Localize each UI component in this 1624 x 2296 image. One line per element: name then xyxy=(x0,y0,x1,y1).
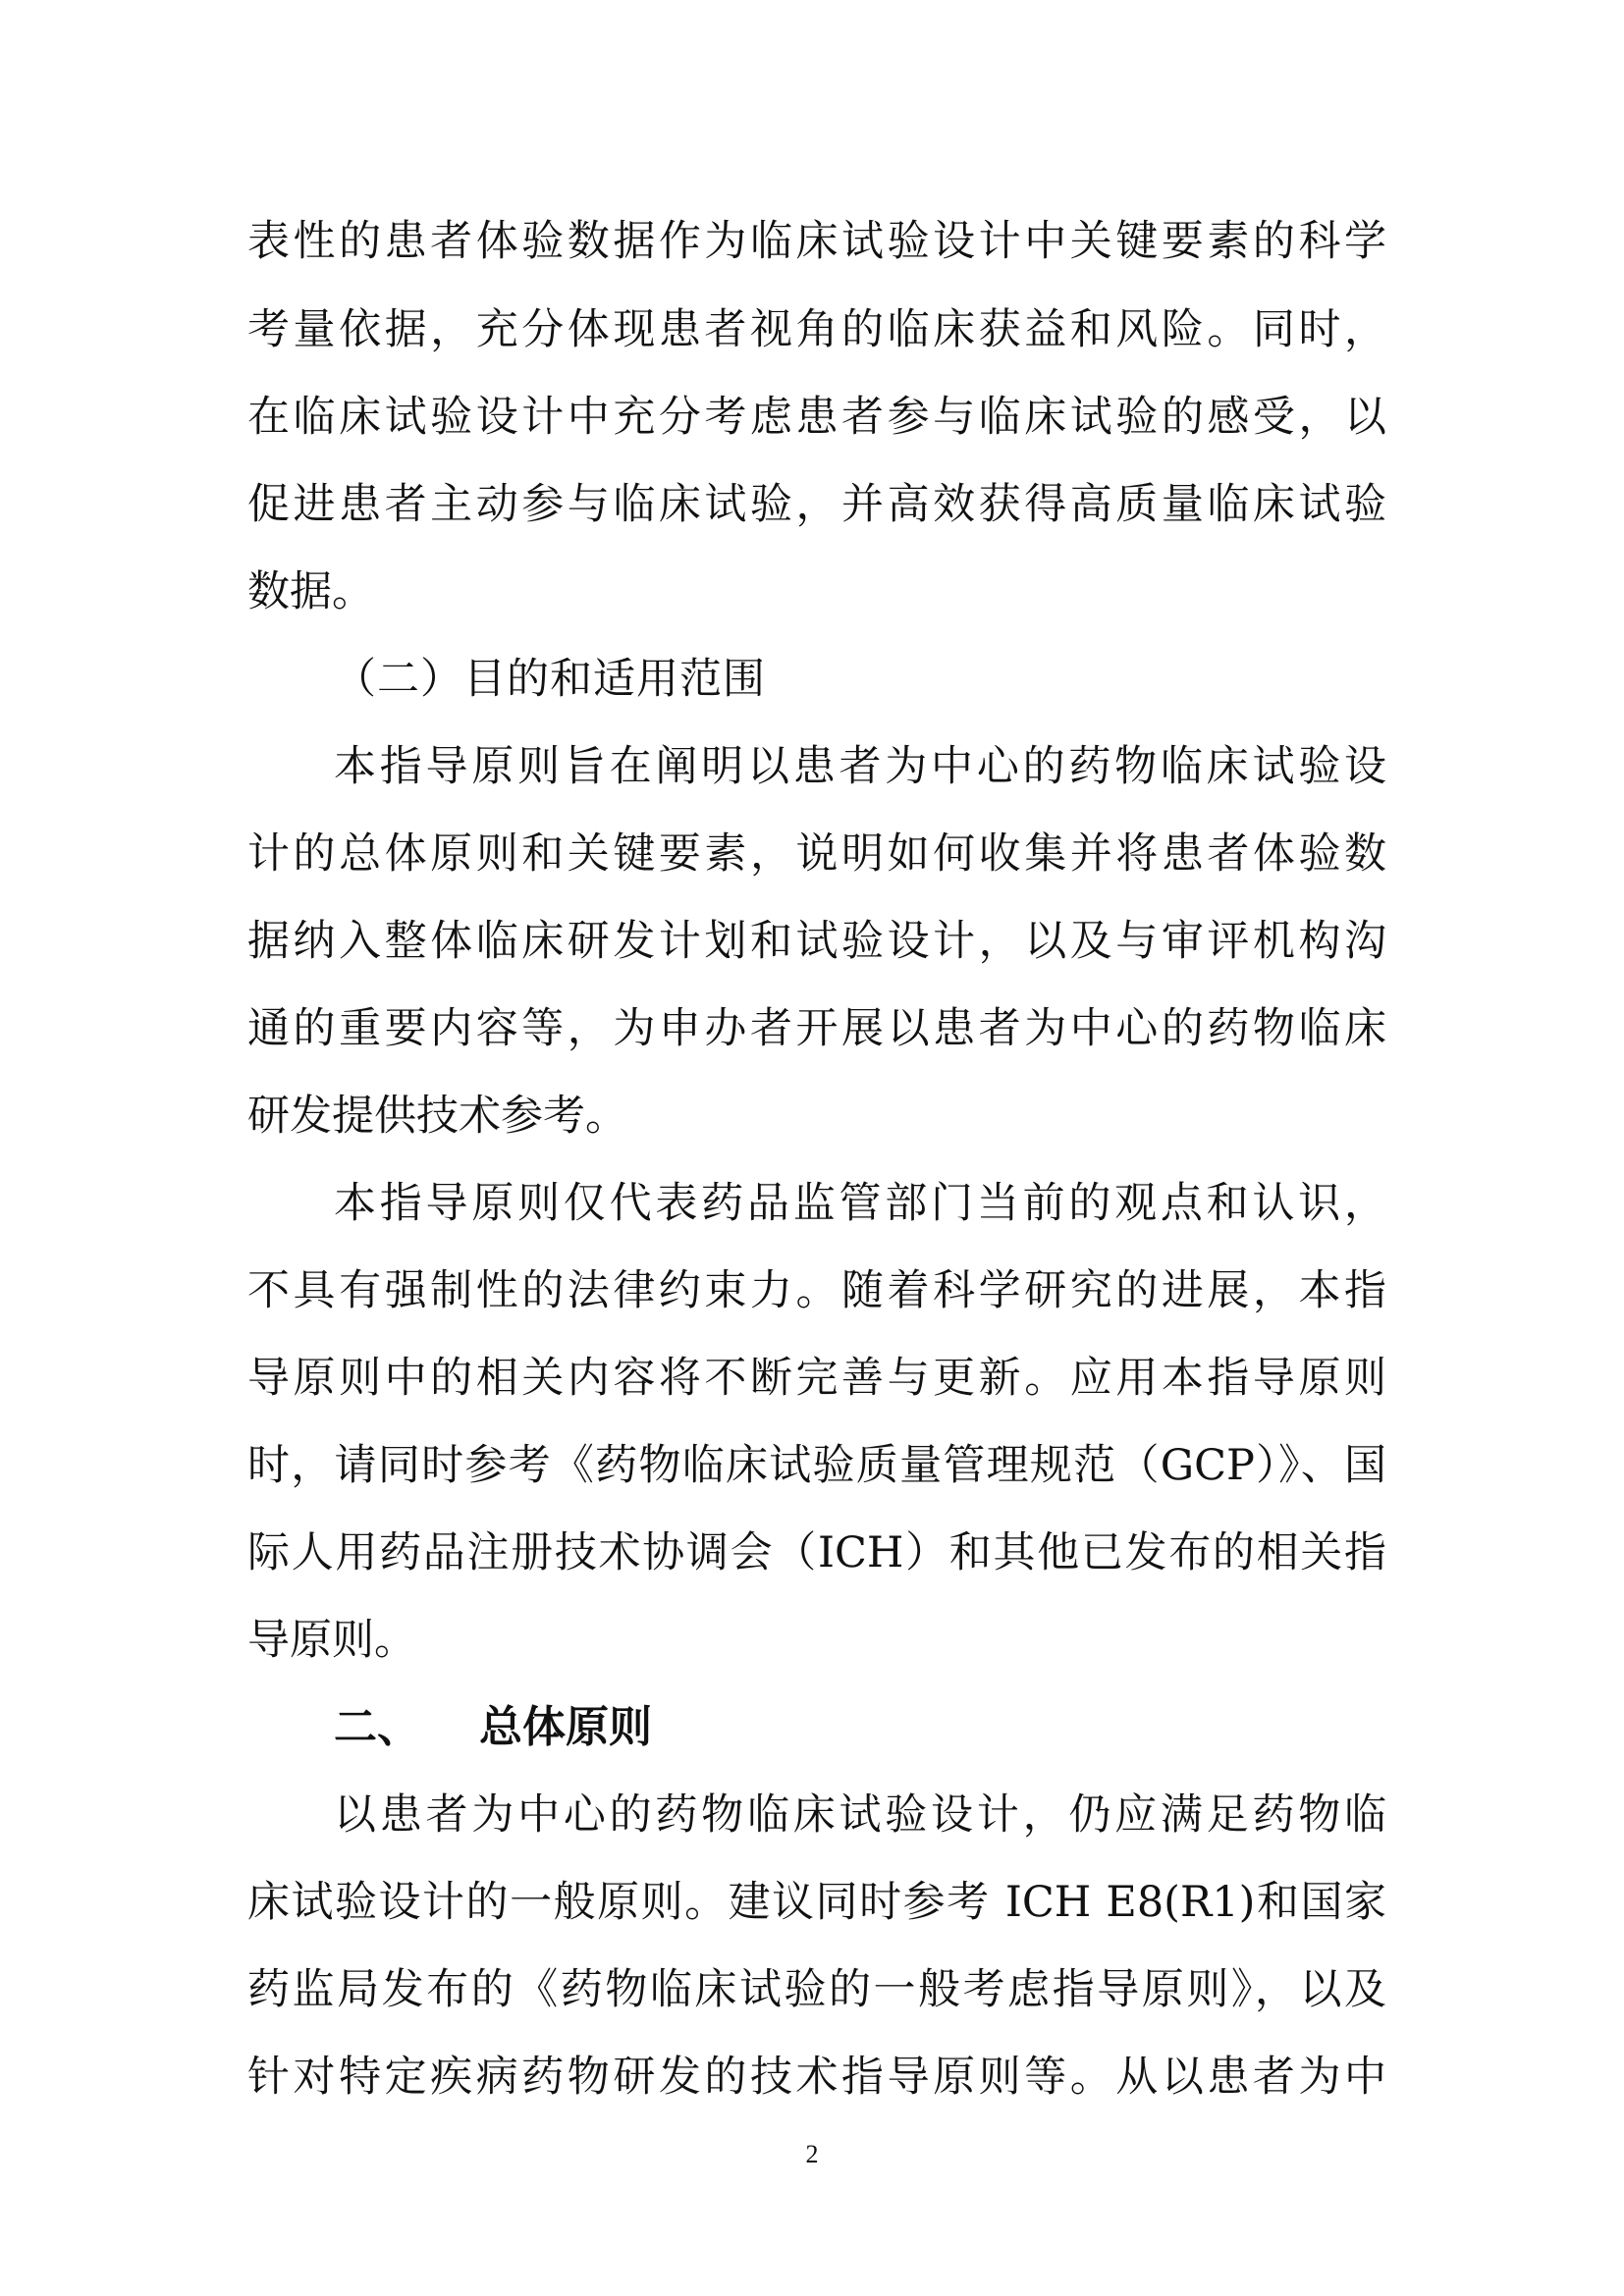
page-number: 2 xyxy=(805,2140,819,2168)
paragraph-2-line-5: 研发提供技术参考。 xyxy=(247,1092,627,1141)
paragraph-1-line-5: 数据。 xyxy=(247,567,374,616)
paragraph-3-line-2: 不具有强制性的法律约束力。随着科学研究的进展，本指 xyxy=(247,1266,1386,1315)
paragraph-4-line-4: 针对特定疾病药物研发的技术指导原则等。从以患者为中 xyxy=(247,2053,1386,2102)
paragraph-2-line-3: 据纳入整体临床研发计划和试验设计，以及与审评机构沟 xyxy=(247,917,1386,966)
paragraph-3-line-6: 导原则。 xyxy=(247,1616,416,1665)
paragraph-1-line-4: 促进患者主动参与临床试验，并高效获得高质量临床试验 xyxy=(247,480,1386,529)
paragraph-4-line-3: 药监局发布的《药物临床试验的一般考虑指导原则》，以及 xyxy=(247,1965,1386,2014)
section-number: 二、 xyxy=(334,1702,420,1752)
paragraph-3-line-5: 际人用药品注册技术协调会（ICH）和其他已发布的相关指 xyxy=(247,1528,1386,1577)
paragraph-2-line-2: 计的总体原则和关键要素，说明如何收集并将患者体验数 xyxy=(247,829,1386,879)
subsection-heading: （二）目的和适用范围 xyxy=(334,655,766,704)
paragraph-1-line-1: 表性的患者体验数据作为临床试验设计中关键要素的科学 xyxy=(247,217,1386,266)
paragraph-4-line-2: 床试验设计的一般原则。建议同时参考 ICH E8(R1)和国家 xyxy=(247,1878,1386,1927)
paragraph-3-line-4: 时，请同时参考《药物临床试验质量管理规范（GCP）》、国 xyxy=(247,1441,1386,1490)
paragraph-2-line-1: 本指导原则旨在阐明以患者为中心的药物临床试验设 xyxy=(334,742,1386,791)
section-title: 总体原则 xyxy=(479,1702,652,1752)
paragraph-4-line-1: 以患者为中心的药物临床试验设计，仍应满足药物临 xyxy=(334,1790,1386,1840)
section-heading xyxy=(334,1688,652,1767)
paragraph-3-line-1: 本指导原则仅代表药品监管部门当前的观点和认识， xyxy=(334,1179,1386,1228)
paragraph-1-line-3: 在临床试验设计中充分考虑患者参与临床试验的感受，以 xyxy=(247,393,1386,442)
paragraph-1-line-2: 考量依据，充分体现患者视角的临床获益和风险。同时， xyxy=(247,305,1386,354)
paragraph-2-line-4: 通的重要内容等，为申办者开展以患者为中心的药物临床 xyxy=(247,1004,1386,1053)
paragraph-3-line-3: 导原则中的相关内容将不断完善与更新。应用本指导原则 xyxy=(247,1354,1386,1403)
